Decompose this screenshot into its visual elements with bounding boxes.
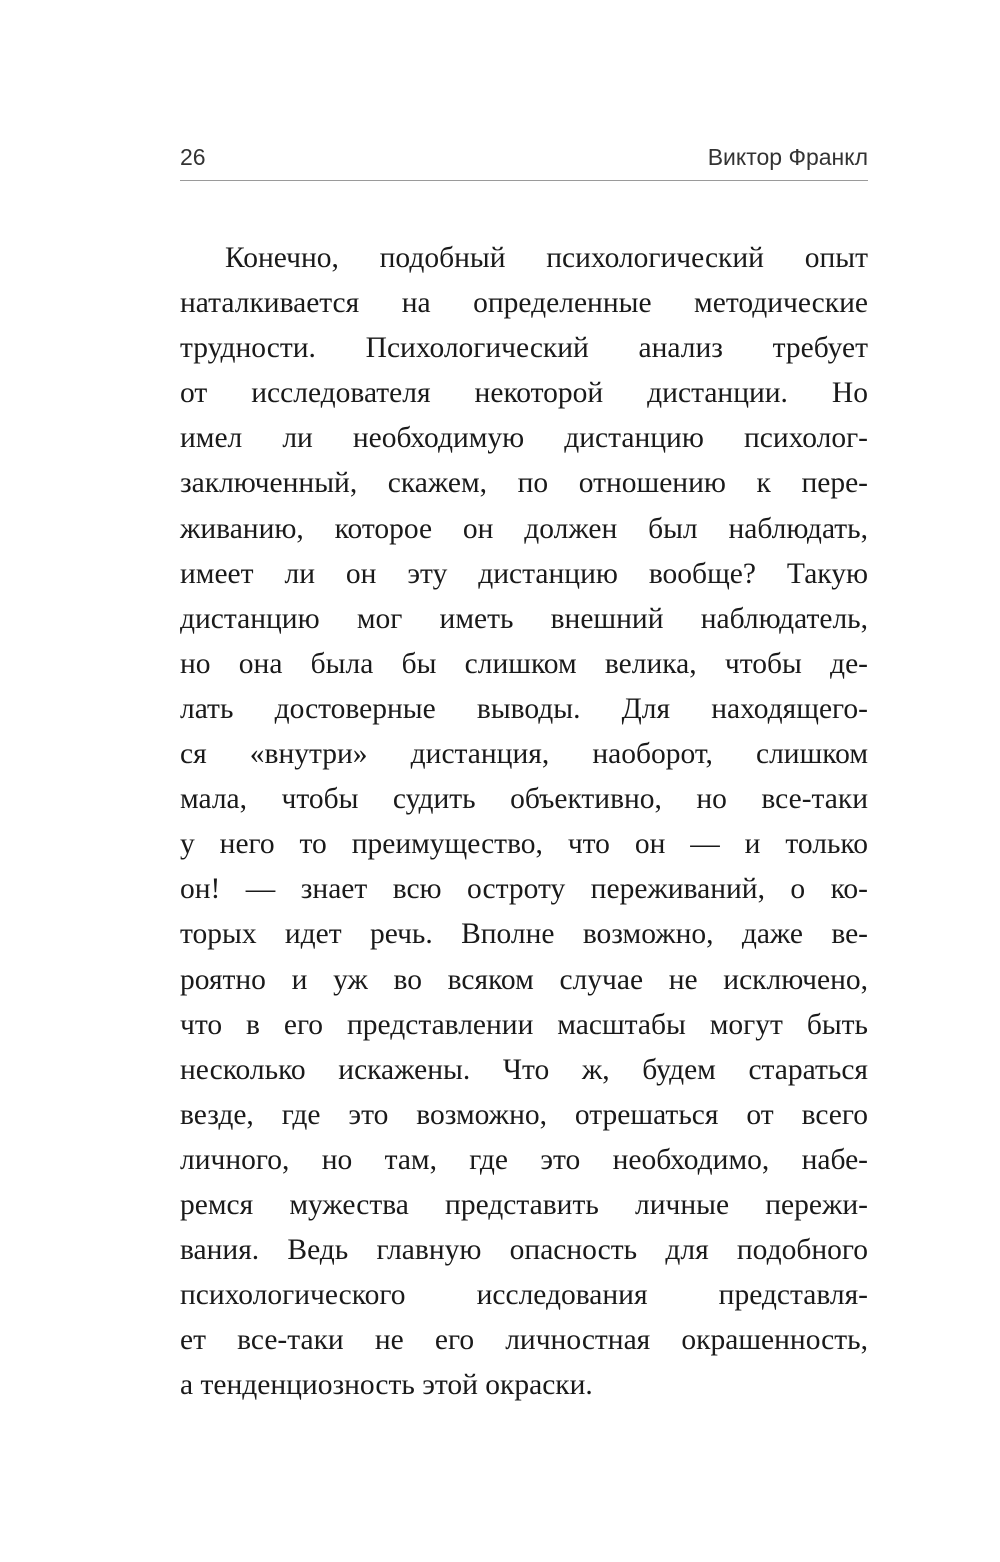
text-line: ет все-таки не его личностная окрашенность,	[180, 1324, 868, 1357]
text-line: лать достоверные выводы. Для находящего-	[180, 692, 868, 725]
header-rule	[180, 180, 868, 181]
text-line: личного, но там, где это необходимо, набе-	[180, 1143, 868, 1176]
text-line: что в его представлении масштабы могут быть	[180, 1008, 868, 1041]
text-line: вания. Ведь главную опасность для подобного	[180, 1234, 868, 1267]
text-line: несколько искажены. Что ж, будем стараться	[180, 1053, 868, 1086]
text-line: Конечно, подобный психологический опыт	[225, 242, 868, 274]
text-line: роятно и уж во всяком случае не исключено,	[180, 963, 868, 996]
text-line: заключенный, скажем, по отношению к пере-	[180, 467, 868, 500]
text-line: ся «внутри» дистанция, наоборот, слишком	[180, 738, 868, 771]
text-line: психологического исследования представля-	[180, 1279, 868, 1312]
text-line: у него то преимущество, что он — и только	[180, 828, 868, 861]
text-line: от исследователя некоторой дистанции. Но	[180, 377, 868, 410]
text-line: но она была бы слишком велика, чтобы де-	[180, 647, 868, 680]
text-line: торых идет речь. Вполне возможно, даже ве-	[180, 918, 868, 951]
text-line: имеет ли он эту дистанцию вообще? Такую	[180, 557, 868, 590]
text-line: мала, чтобы судить объективно, но все-таки	[180, 783, 868, 816]
text-line: ремся мужества представить личные пережи-	[180, 1188, 868, 1221]
text-line: наталкивается на определенные методические	[180, 287, 868, 320]
page-number: 26	[180, 144, 206, 170]
text-line: он! — знает всю остроту переживаний, о ко-	[180, 873, 868, 906]
text-line: живанию, которое он должен был наблюдать,	[180, 512, 868, 545]
body-paragraph	[180, 236, 868, 1408]
text-line: трудности. Психологический анализ требует	[180, 332, 868, 365]
text-line: имел ли необходимую дистанцию психолог-	[180, 422, 868, 455]
text-line: дистанцию мог иметь внешний наблюдатель,	[180, 602, 868, 635]
page-header	[180, 140, 868, 176]
text-line: везде, где это возможно, отрешаться от всего	[180, 1098, 868, 1131]
running-title: Виктор Франкл	[707, 144, 868, 170]
text-line: а тенденциозность этой окраски.	[180, 1369, 593, 1402]
